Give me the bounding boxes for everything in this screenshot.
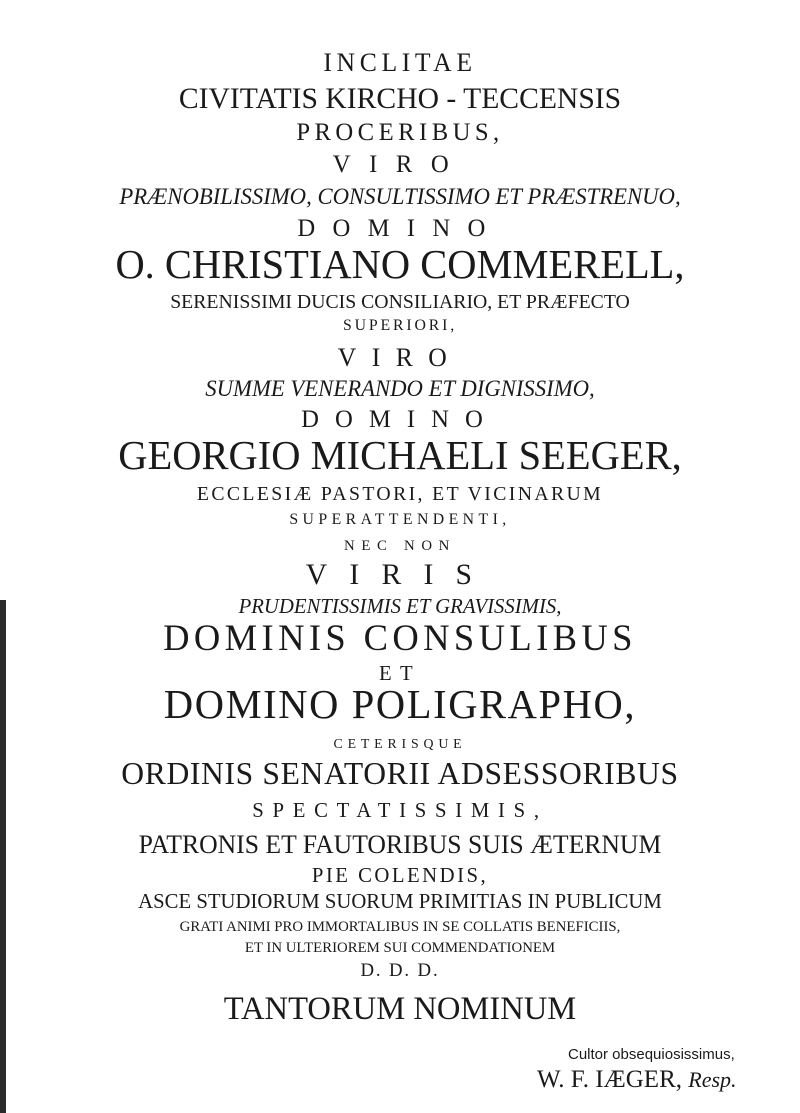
dominis-consulibus: DOMINIS CONSULIBUS (163, 618, 637, 659)
ecclesiae-line: ECCLESIÆ PASTORI, ET VICINARUM (196, 483, 604, 505)
heading-inclitae: INCLITAE (323, 48, 477, 77)
grati-animi-line: GRATI ANIMI PRO IMMORTALIBUS IN SE COLLATIS BENEFICIIS, (179, 919, 621, 935)
heading-civitatis: CIVITATIS KIRCHO - TECCENSIS (178, 82, 622, 115)
heading-proceribus: PROCERIBUS, (296, 119, 504, 146)
signature-name (537, 1067, 737, 1092)
viris: VIRIS (305, 558, 495, 591)
viro-2: VIRO (337, 343, 463, 372)
praenobilissimo-line: PRÆNOBILISSIMO, CONSULTISSIMO ET PRÆSTRENUO, (119, 184, 681, 209)
patronis-line: PATRONIS ET FAUTORIBUS SUIS ÆTERNUM (138, 830, 662, 859)
asce-studiorum-line: ASCE STUDIORUM SUORUM PRIMITIAS IN PUBLICUM (138, 889, 662, 913)
summe-venerando-line: SUMME VENERANDO ET DIGNISSIMO, (205, 376, 595, 401)
name-commerell: O. CHRISTIANO COMMERELL, (115, 241, 685, 287)
ordinis-senatorii: ORDINIS SENATORII ADSESSORIBUS (121, 755, 679, 791)
ddd-line: D. D. D. (360, 960, 440, 981)
domino-1: DOMINO (297, 215, 503, 242)
domino-2: DOMINO (301, 406, 499, 433)
pie-colendis: PIE COLENDIS, (311, 863, 489, 887)
et-line: ET (379, 661, 421, 685)
signature-name-text: W. F. IÆGER, (537, 1066, 683, 1093)
name-seeger: GEORGIO MICHAELI SEEGER, (118, 432, 682, 478)
superattendenti-line: SUPERATTENDENTI, (289, 511, 511, 528)
binding-edge (0, 600, 6, 1113)
consiliario-line: SERENISSIMI DUCIS CONSILIARIO, ET PRÆFECTO (170, 291, 630, 313)
prudentissimis-line: PRUDENTISSIMIS ET GRAVISSIMIS, (238, 594, 562, 618)
et-in-ulteriorem-line: ET IN ULTERIOREM SUI COMMENDATIONEM (244, 940, 556, 956)
ceterisque: CETERISQUE (333, 737, 467, 752)
spectatissimis: SPECTATISSIMIS, (252, 798, 548, 822)
signature-resp: Resp. (688, 1067, 737, 1092)
tantorum-nominum: TANTORUM NOMINUM (223, 991, 577, 1027)
nec-non: NEC NON (343, 538, 457, 554)
domino-poligrapho: DOMINO POLIGRAPHO, (163, 681, 637, 727)
viro-1: VIRO (332, 151, 468, 178)
superiori-line: SUPERIORI, (342, 317, 458, 334)
cultor-line: Cultor obsequiosissimus, (568, 1046, 735, 1063)
